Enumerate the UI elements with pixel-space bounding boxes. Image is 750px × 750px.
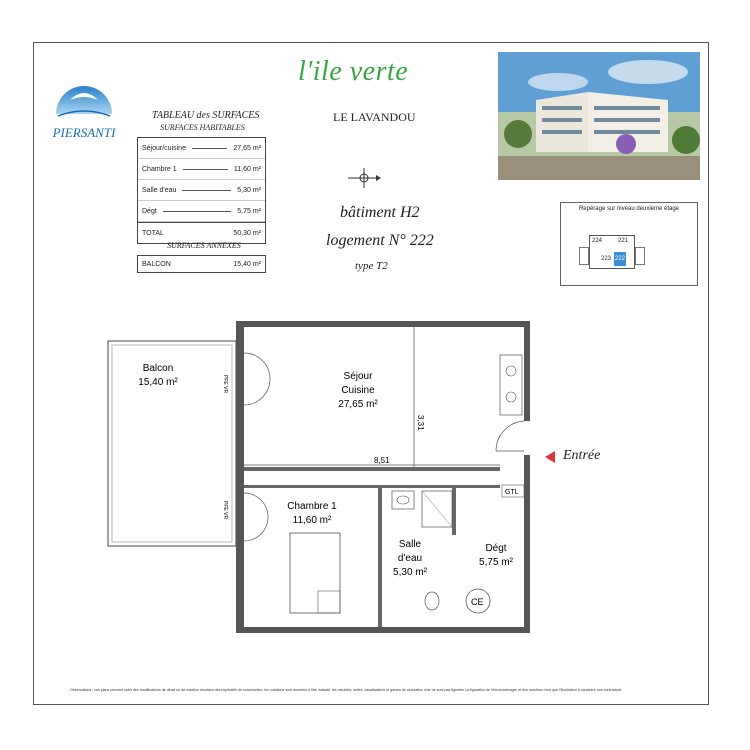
footer-observations: Observations : ces plans peuvent subir des modifications de détail ou de cotation résultant des impératifs de construction, les cotations sont données à titre indicatif, les meubles, selles, canalisations et gaines de circulation d'air ne sont pas figurées La figuration de l'électroménager et des meubles n'est que l'illustration à caractère non contractuel. [70,688,623,692]
room-balcon-area: 15,40 m² [138,377,178,388]
row-label: Séjour/cuisine [142,144,186,152]
row-label: BALCON [142,260,171,268]
floor-plan [100,315,560,640]
logo-emblem-icon [48,66,120,126]
south-wall [236,627,530,633]
toilet [425,592,439,610]
locator-cell: 223 [601,256,612,262]
building-label: bâtiment H2 [340,204,420,221]
locator-cell-highlight: 222 [614,252,626,266]
compass-icon [346,166,382,190]
dim-width: 8,51 [374,456,390,465]
logo-text: PIERSANTI [52,125,116,140]
partition-wall [452,485,456,535]
room-sejour-name: Séjour [343,371,373,382]
pfe-label: PFE VR [222,375,228,394]
building-image [498,52,700,180]
partition-wall [244,467,500,471]
floor-locator [560,202,698,286]
annex-title: SURFACES ANNEXES [167,241,241,250]
ce-label: CE [471,597,484,607]
partition-wall [378,485,382,627]
north-wall [236,321,530,327]
pfe-label: PFE VR [222,501,228,520]
surface-row [138,159,265,180]
row-value: 11,60 m² [233,165,261,173]
partition-wall [244,485,500,488]
locator-cell: 224 [592,238,603,244]
surface-row [138,180,265,201]
room-salle-name2: d'eau [397,553,423,564]
room-balcon-name: Balcon [142,363,174,374]
room-degt-name: Dégt [485,543,507,554]
room-chambre-area: 11,60 m² [292,515,332,526]
surface-total-row [138,222,265,243]
sink [392,491,414,509]
row-label: Chambre 1 [142,165,177,173]
row-value: 15,40 m² [233,260,261,268]
row-label: Salle d'eau [142,186,177,194]
locator-cell: 221 [618,238,629,244]
building-photo [498,52,700,180]
surface-row [138,138,265,159]
locator-title: Repérage sur niveau deuxième étage [578,206,680,212]
brand-title: l'ile verte [298,56,409,87]
gtl-label: GTL [505,489,519,496]
piersanti-logo [48,66,120,148]
locator-wing [635,247,645,265]
east-wall-top [524,321,530,421]
type-label: type T2 [355,260,388,272]
surfaces-table [137,137,266,244]
surface-row [138,201,265,222]
logement-label: logement N° 222 [326,232,434,249]
room-degt-area: 5,75 m² [479,557,513,568]
kitchen-counter [500,355,522,415]
row-label: Dégt [142,207,157,215]
room-salle-area: 5,30 m² [393,567,427,578]
locator-wing [579,247,589,265]
room-sejour-area: 27,65 m² [338,399,378,410]
row-value: 27,65 m² [233,144,261,152]
dim-depth: 3,31 [416,415,425,431]
location-title: LE LAVANDOU [333,110,416,124]
annex-table [137,255,266,273]
surfaces-subtitle: SURFACES HABITABLES [160,123,245,132]
row-value: 5,75 m² [237,207,261,215]
total-value: 50,30 m² [233,229,261,237]
locator-grid [589,235,635,269]
entry-arrow-icon [543,450,557,464]
surfaces-title: TABLEAU des SURFACES [152,110,260,121]
bed [290,533,340,613]
entry-label: Entrée [563,448,601,463]
west-wall [236,321,244,633]
room-chambre-name: Chambre 1 [287,501,337,512]
east-wall-bottom [524,455,530,633]
total-label: TOTAL [142,229,164,237]
room-salle-name: Salle [398,539,422,550]
annex-row [138,256,265,272]
room-sejour-name2: Cuisine [341,385,375,396]
row-value: 5,30 m² [237,186,261,194]
